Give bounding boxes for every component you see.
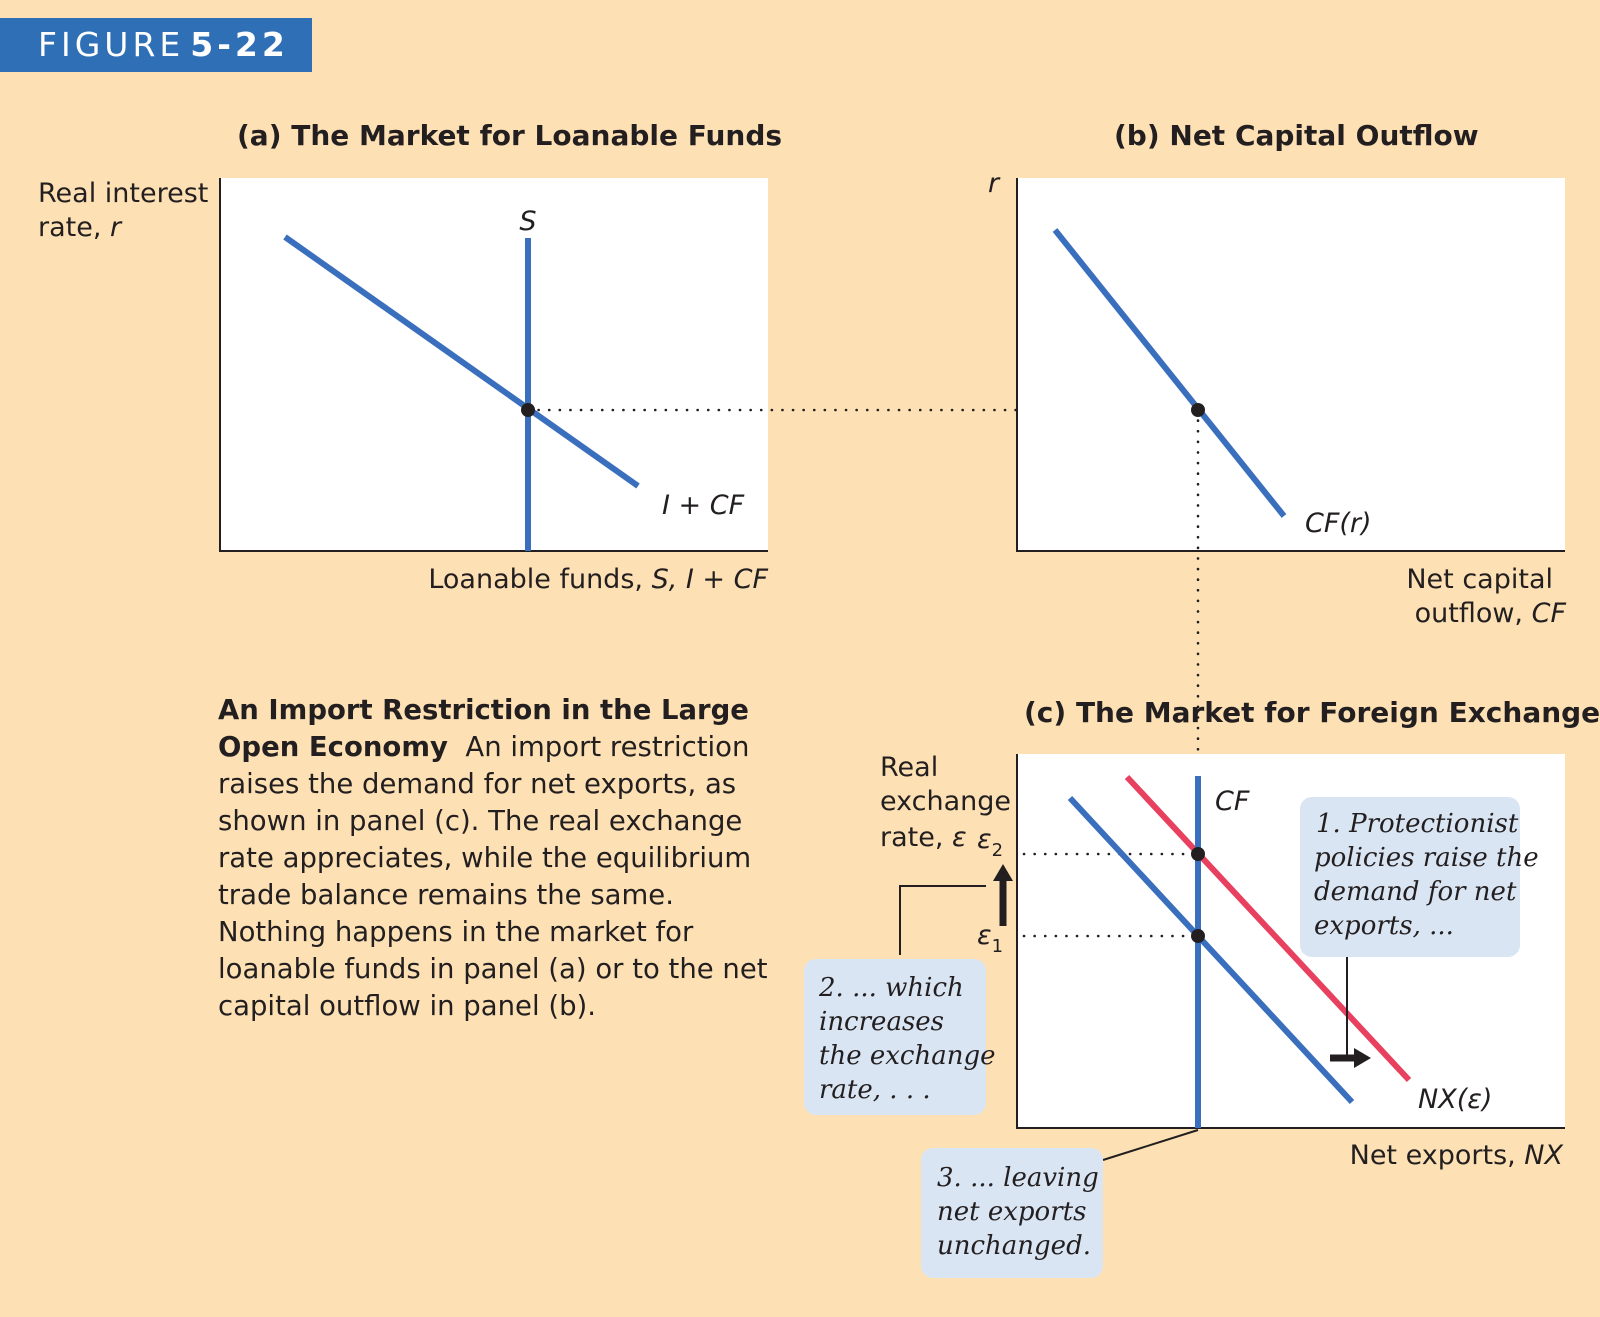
panel-b-x-label-line2	[1415, 598, 1567, 629]
panel-c-y-label-line2: exchange	[880, 786, 1012, 817]
figure-caption	[218, 692, 778, 1025]
panel-c-title: (c) The Market for Foreign Exchange	[1024, 696, 1600, 729]
figure-number: 5-22	[190, 25, 289, 64]
callout-2-line-3: the exchange	[819, 1041, 996, 1071]
eps1-subscript: 1	[991, 936, 1004, 957]
callout-3-line-3: unchanged.	[937, 1231, 1091, 1261]
figure-label: FIGURE	[38, 25, 185, 64]
callout-1-line-1: 1. Protectionist	[1316, 809, 1519, 839]
panel-a-y-label-text: rate,	[38, 212, 111, 243]
panel-a-y-label-var: r	[110, 212, 122, 243]
panel-b-x-label-var: CF	[1531, 598, 1566, 629]
panel-a-x-label-text: Loanable funds,	[428, 564, 652, 595]
panel-c-cf-label: CF	[1215, 786, 1250, 817]
eps2-symbol: ε	[977, 824, 992, 855]
callout-3-text	[937, 1163, 1099, 1261]
eps2-subscript: 2	[991, 840, 1004, 861]
eps1-symbol: ε	[977, 920, 992, 951]
panel-c-eps1-label	[977, 920, 1003, 957]
callout-1-line-3: demand for net	[1314, 877, 1517, 907]
panel-a-x-label	[428, 564, 768, 595]
panel-c-eps2-label	[977, 824, 1003, 861]
callout-2-line-2: increases	[819, 1007, 945, 1037]
panel-c-x-label-text: Net exports,	[1349, 1140, 1525, 1171]
panel-b-x-label-text: outflow,	[1414, 598, 1532, 629]
panel-c-y-label-text: rate,	[880, 822, 953, 853]
up-arrow-icon	[993, 864, 1013, 881]
callout-3-leader	[1103, 1130, 1198, 1160]
callout-2-line-4: rate, . . .	[819, 1075, 931, 1105]
callout-1-line-4: exports, ...	[1314, 911, 1454, 941]
panel-a-x-label-var: S, I + CF	[651, 564, 768, 595]
panel-a-demand-label: I + CF	[662, 490, 745, 521]
panel-b-plot-area	[1017, 178, 1565, 551]
callout-2-leader	[900, 886, 986, 955]
callout-3-line-1: 3. ... leaving	[937, 1163, 1099, 1193]
caption-title: An Import Restriction in the Large Open Economy	[218, 694, 749, 763]
panel-c-original-equilibrium-point	[1191, 929, 1205, 943]
panel-c-x-label-var: NX	[1524, 1140, 1563, 1171]
panel-c-y-label-line1: Real	[880, 752, 939, 783]
callout-1-line-2: policies raise the	[1314, 843, 1539, 873]
caption-body: An import restriction raises the demand for net exports, as shown in panel (c). The real exchange rate appreciates, while the equilibrium trade balance remains the same. Nothing happens in the market for loanable funds in panel (a) or to the net capital outflow in panel (b).	[218, 731, 768, 1022]
panel-a-equilibrium-point	[521, 403, 535, 417]
panel-c-new-equilibrium-point	[1191, 847, 1205, 861]
callout-2-line-1: 2. ... which	[819, 973, 964, 1003]
panel-c-y-label-line3	[880, 822, 967, 853]
panel-a-y-label-line1: Real interest	[38, 178, 209, 209]
panel-a-supply-label: S	[519, 206, 537, 237]
panel-b-title: (b) Net Capital Outflow	[1114, 119, 1479, 152]
panel-a-y-label-line2	[38, 212, 123, 243]
panel-b-y-label: r	[988, 168, 1000, 199]
panel-b-equilibrium-point	[1191, 403, 1205, 417]
panel-b-cf-label: CF(r)	[1305, 508, 1372, 539]
panel-a-title: (a) The Market for Loanable Funds	[237, 119, 783, 152]
panel-c-x-label	[1350, 1140, 1564, 1171]
panel-b-x-label-line1: Net capital	[1406, 564, 1553, 595]
callout-3-line-2: net exports	[937, 1197, 1087, 1227]
panel-c-nx-label: NX(ε)	[1418, 1084, 1493, 1115]
panel-c-y-label-var: ε	[952, 822, 967, 853]
